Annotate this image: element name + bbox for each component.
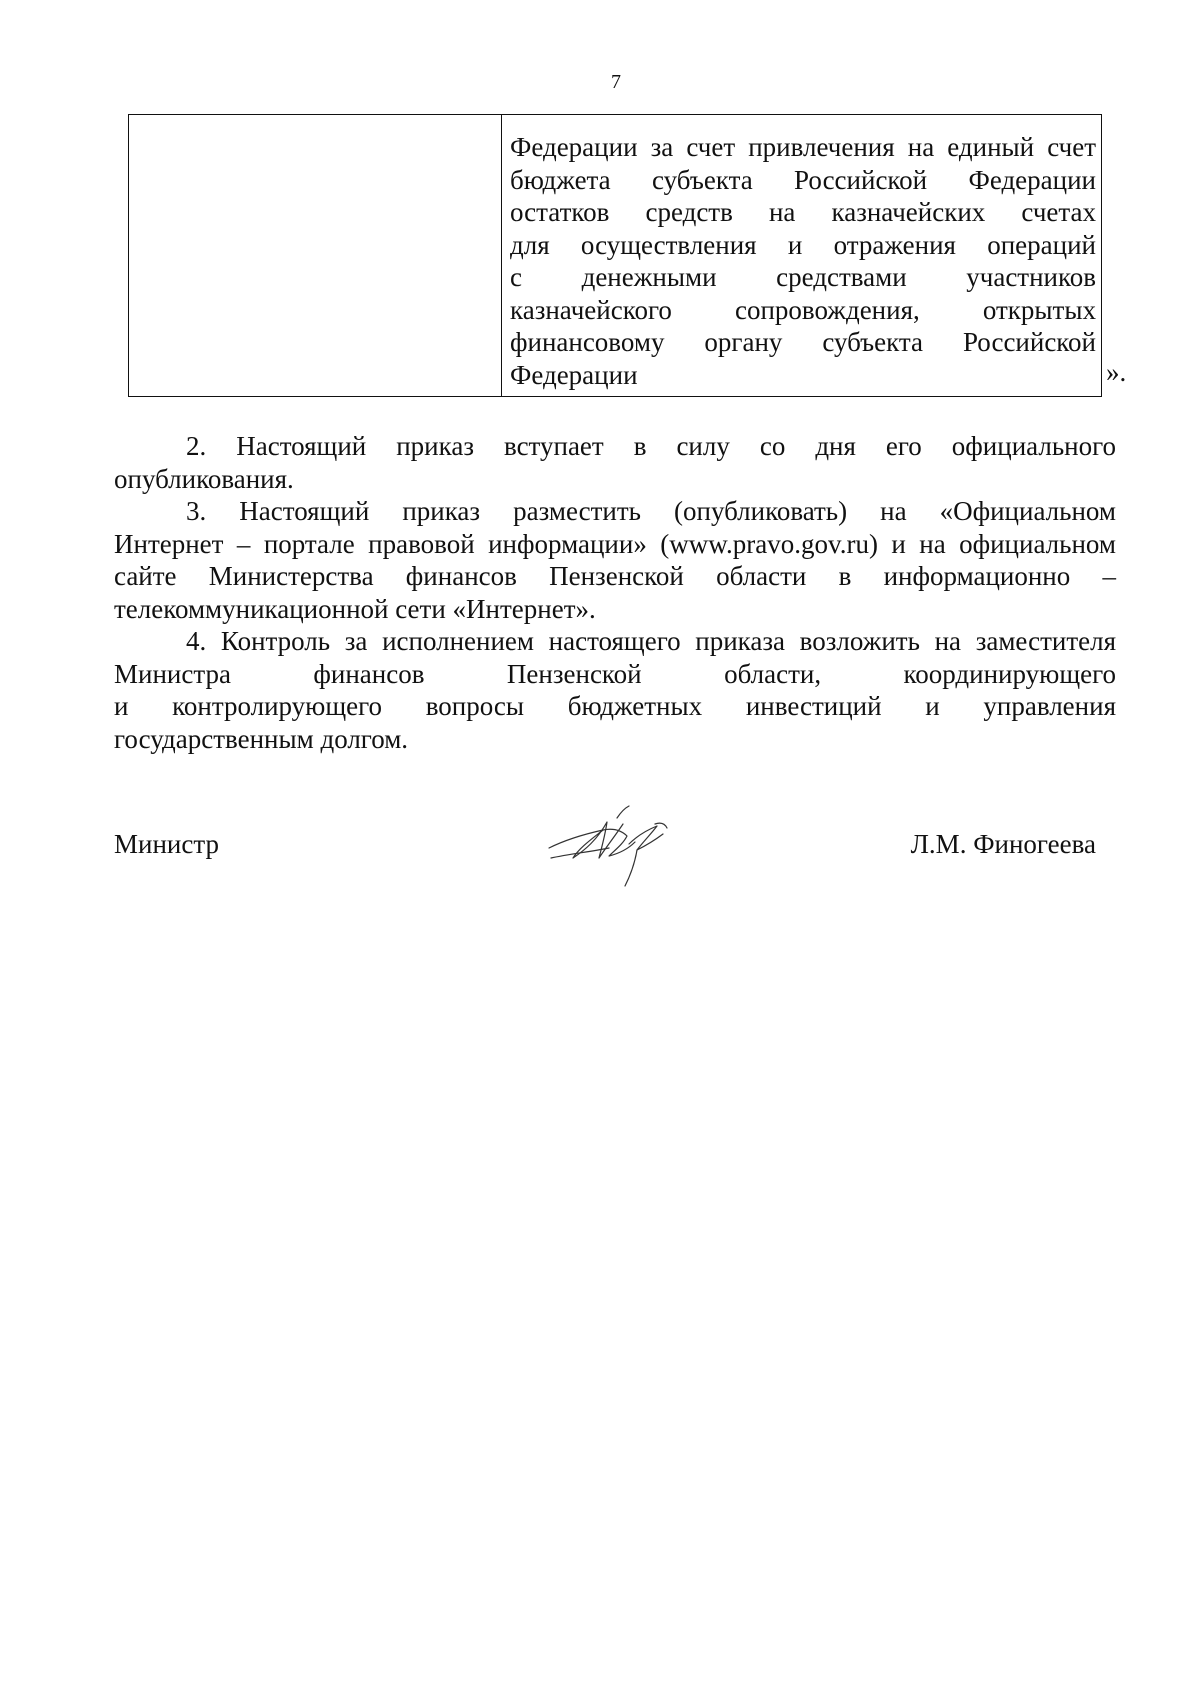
handwritten-signature — [545, 800, 685, 895]
order-body — [114, 430, 1116, 755]
table-line-7: финансовому органу субъекта Российской — [510, 327, 1096, 357]
paragraph-4-line-1: 4. Контроль за исполнением настоящего приказа возложить на заместителя — [186, 626, 1116, 656]
closing-quote: ». — [1106, 357, 1127, 387]
continuation-table — [128, 114, 1102, 397]
table-cell-text — [502, 115, 1101, 396]
paragraph-3-line-1: 3. Настоящий приказ разместить (опубликовать) на «Официальном — [186, 496, 1116, 526]
table-line-3: остатков средств на казначейских счетах — [510, 197, 1096, 227]
paragraph-4-line-2: Министра финансов Пензенской области, координирующего — [114, 658, 1116, 689]
signatory-title: Министр — [114, 829, 219, 859]
table-cell-empty — [129, 115, 502, 396]
table-line-8: Федерации — [510, 359, 638, 390]
paragraph-4-line-3: и контролирующего вопросы бюджетных инвестиций и управления — [114, 691, 1116, 721]
paragraph-2-line-2: опубликования. — [114, 463, 294, 494]
page-number: 7 — [611, 71, 621, 93]
paragraph-4-line-4: государственным долгом. — [114, 723, 409, 754]
table-line-5: с денежными средствами участников — [510, 262, 1096, 292]
paragraph-3-line-3: сайте Министерства финансов Пензенской области в информационно – — [114, 561, 1116, 591]
paragraph-3-line-2: Интернет – портале правовой информации» (www.pravo.gov.ru) и на официальном — [114, 528, 1116, 559]
signatory-name: Л.М. Финогеева — [910, 829, 1096, 859]
table-line-2: бюджета субъекта Российской Федерации — [510, 164, 1096, 195]
table-line-4: для осуществления и отражения операций — [510, 229, 1096, 260]
paragraph-3-line-4: телекоммуникационной сети «Интернет». — [114, 593, 596, 624]
paragraph-2-line-1: 2. Настоящий приказ вступает в силу со дня его официального — [186, 431, 1116, 461]
table-line-1: Федерации за счет привлечения на единый счет — [510, 132, 1096, 162]
table-line-6: казначейского сопровождения, открытых — [510, 294, 1096, 325]
